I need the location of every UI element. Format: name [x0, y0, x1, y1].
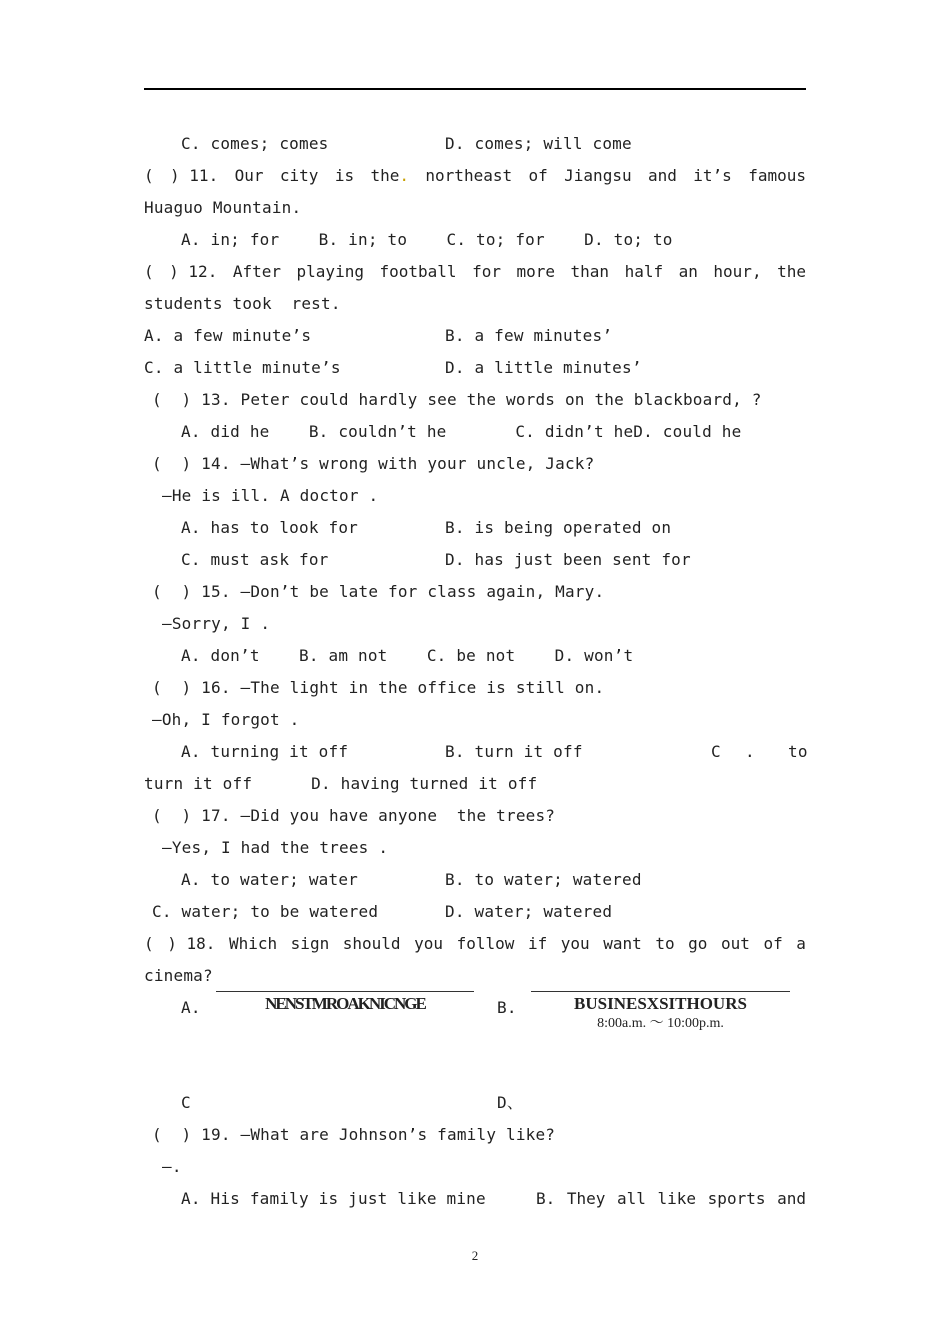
q15-options: A. don’t B. am not C. be not D. won’t: [181, 646, 634, 665]
sign-a-rule: [216, 991, 474, 992]
q15-stem: ( ) 15. —Don’t be late for class again, Mary.: [152, 582, 605, 601]
q16-option-c-dot: .: [745, 742, 755, 761]
q18-stem-cont: cinema?: [144, 966, 213, 985]
q18-option-a-label: A.: [181, 998, 201, 1017]
sign-b-text: BUSINESXSITHOURS: [574, 994, 747, 1013]
q14-reply: —He is ill. A doctor .: [162, 486, 379, 505]
q14-option-a: A. has to look for: [181, 518, 358, 537]
q19-option-a: A. His family is just like mine: [181, 1189, 486, 1208]
q17-option-b: B. to water; watered: [445, 870, 642, 889]
q18-option-c-label: C: [181, 1093, 191, 1112]
q11-stem-cont: Huaguo Mountain.: [144, 198, 302, 217]
q12-stem: ( ) 12. After playing football for more than half an hour, the: [144, 262, 806, 281]
q16-option-a: A. turning it off: [181, 742, 349, 761]
q18-option-d-label: D、: [497, 1093, 524, 1112]
q13-options: A. did he B. couldn’t he C. didn’t heD. could he: [181, 422, 742, 441]
q17-reply: —Yes, I had the trees .: [162, 838, 389, 857]
q16-option-c-letter: C: [711, 742, 721, 761]
sign-a-text: NENSTMROAKNICNGE: [265, 994, 425, 1013]
page-number: 2: [471, 1248, 479, 1263]
q17-option-d: D. water; watered: [445, 902, 613, 921]
q12-stem-cont: students took rest.: [144, 294, 341, 313]
q17-option-c: C. water; to be watered: [152, 902, 379, 921]
q12-option-a: A. a few minute’s: [144, 326, 312, 345]
q12-option-c: C. a little minute’s: [144, 358, 341, 377]
q16-reply: —Oh, I forgot .: [152, 710, 300, 729]
q14-option-b: B. is being operated on: [445, 518, 672, 537]
q16-option-cont: turn it off D. having turned it off: [144, 774, 538, 793]
q17-option-a: A. to water; water: [181, 870, 358, 889]
q17-stem: ( ) 17. —Did you have anyone the trees?: [152, 806, 556, 825]
q19-option-b: B. They all like sports and: [536, 1189, 806, 1208]
q11-stem: ( ) 11. Our city is the. northeast of Jiangsu and it’s famous: [144, 166, 806, 185]
q18-stem: ( ) 18. Which sign should you follow if you want to go out of a: [144, 934, 806, 953]
q14-option-d: D. has just been sent for: [445, 550, 691, 569]
q19-stem: ( ) 19. —What are Johnson’s family like?: [152, 1125, 556, 1144]
q10-option-c: C. comes; comes: [181, 134, 329, 153]
q11-options: A. in; for B. in; to C. to; for D. to; to: [181, 230, 673, 249]
q12-option-d: D. a little minutes’: [445, 358, 642, 377]
q16-stem: ( ) 16. —The light in the office is still on.: [152, 678, 605, 697]
q14-stem: ( ) 14. —What’s wrong with your uncle, Jack?: [152, 454, 595, 473]
q10-option-d: D. comes; will come: [445, 134, 632, 153]
sign-b-hours: 8:00a.m. ～ 10:00p.m.: [597, 1016, 724, 1031]
q16-option-c-word: to: [788, 742, 808, 761]
q13-stem: ( ) 13. Peter could hardly see the words on the blackboard, ?: [152, 390, 762, 409]
q14-option-c: C. must ask for: [181, 550, 329, 569]
q18-option-b-label: B.: [497, 998, 517, 1017]
q15-reply: —Sorry, I .: [162, 614, 271, 633]
q19-reply: —.: [162, 1157, 182, 1176]
sign-b-rule: [531, 991, 790, 992]
q16-option-b: B. turn it off: [445, 742, 583, 761]
blank-dot: .: [399, 166, 410, 185]
q12-option-b: B. a few minutes’: [445, 326, 613, 345]
header-rule: [144, 88, 806, 90]
